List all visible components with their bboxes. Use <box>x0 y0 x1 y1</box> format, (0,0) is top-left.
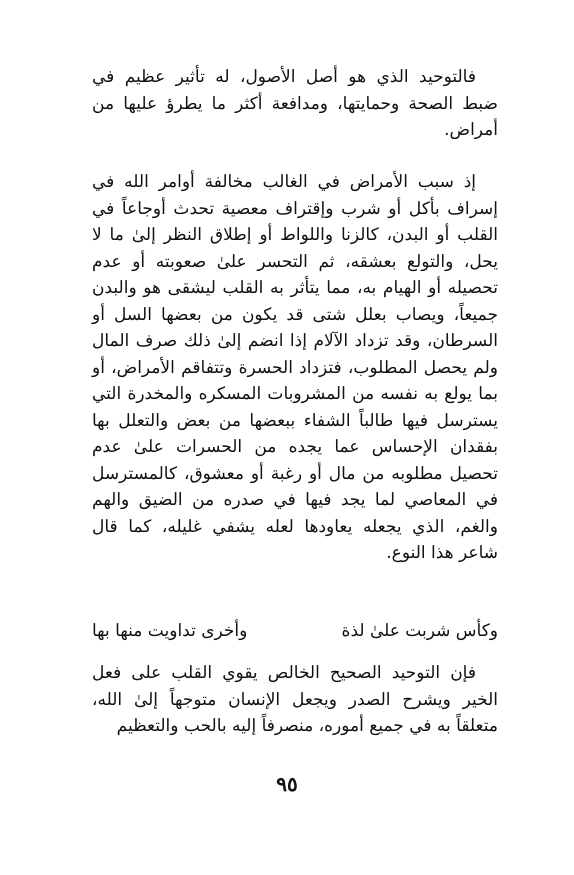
verse-first-hemistich: وكأس شربت علىٰ لذة <box>341 621 498 641</box>
page-number: ٩٥ <box>276 772 298 796</box>
paragraph-tawheed-intro: فالتوحيد الذي هو أصل الأصول، له تأثير عظيم في ضبط الصحة وحمايتها، ومدافعة أكثر ما يطرؤ عليها من أمراض. <box>92 67 498 140</box>
paragraph-causes-of-disease: إذ سبب الأمراض في الغالب مخالفة أوامر الله في إسراف بأكل أو شرب وإقتراف معصية تحدث أوجاعاً في القلب أو البدن، كالزنا واللواط أو إطلاق النظر إلىٰ ما لا يحل، والتولع بعشقه، ثم التحسر علىٰ صعوبته أو عدم تحصيله أو الهيام به، مما يتأثر به القلب ليشقى هو والبدن جميعاً، ويصاب بعلل شتى قد يكون من بعضها السل أو السرطان، وقد تزداد الآلام إذا انضم إلىٰ ذلك صرف المال ولم يحصل المطلوب، فتزداد الحسرة وتتفاقم الأمراض، أو بما يولع به نفسه من المشروبات المسكره والمخدرة التي يسترسل فيها طالباً الشفاء ببعضها من بعض والتعلل بها بفقدان الإحساس عما يجده من الحسرات علىٰ عدم تحصيل مطلوبه من مال أو رغبة أو معشوق، كالمسترسل في المعاصي لما يجد فيها في صدره من الضيق والهم والغم، الذي يجعله يعاودها لعله يشفي غليله، كما قال شاعر هذا النوع. <box>92 172 498 563</box>
poetry-verse <box>92 618 498 645</box>
verse-second-hemistich: وأخرى تداويت منها بها <box>92 621 248 641</box>
paragraph-true-tawheed: فإن التوحيد الصحيح الخالص يقوي القلب على فعل الخير ويشرح الصدر ويجعل الإنسان متوجهاً إلىٰ الله، متعلقاً به في جميع أموره، منصرفاً إليه بالحب والتعظيم <box>92 663 498 736</box>
